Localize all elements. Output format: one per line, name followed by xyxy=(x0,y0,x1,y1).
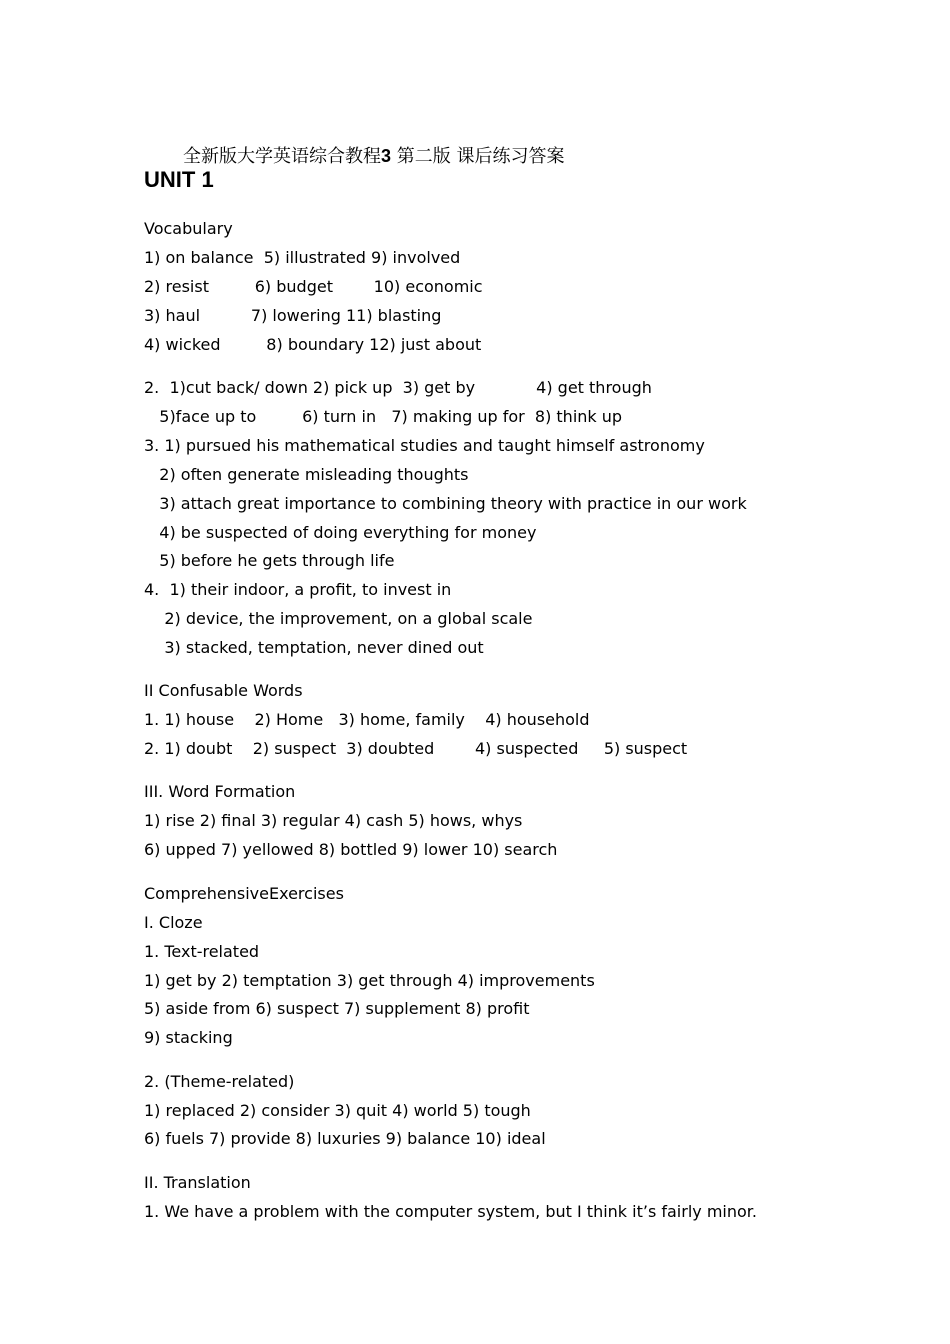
answer-line: 6) fuels 7) provide 8) luxuries 9) balance 10) ideal xyxy=(144,1129,546,1148)
title-suffix: 第二版 课后练习答案 xyxy=(396,146,565,167)
subsection-heading-translation: II. Translation xyxy=(144,1173,251,1192)
answer-line: 5) aside from 6) suspect 7) supplement 8) profit xyxy=(144,999,530,1018)
unit-heading: UNIT 1 xyxy=(144,167,214,192)
subsection-heading-cloze: I. Cloze xyxy=(144,913,203,932)
answer-line: 6) upped 7) yellowed 8) bottled 9) lower 10) search xyxy=(144,840,558,859)
answer-line: 3) haul 7) lowering 11) blasting xyxy=(144,306,442,325)
answer-line: 1) rise 2) final 3) regular 4) cash 5) hows, whys xyxy=(144,811,523,830)
answer-line: 9) stacking xyxy=(144,1028,233,1047)
answer-line: 2. 1)cut back/ down 2) pick up 3) get by 4) get through xyxy=(144,378,652,397)
section-heading-comprehensive-exercises: ComprehensiveExercises xyxy=(144,884,344,903)
answer-line: 3) attach great importance to combining theory with practice in our work xyxy=(144,494,747,513)
answer-line: 4) wicked 8) boundary 12) just about xyxy=(144,335,482,354)
answer-line: 2) device, the improvement, on a global scale xyxy=(144,609,533,628)
answer-line: 2) resist 6) budget 10) economic xyxy=(144,277,483,296)
section-heading-vocabulary: Vocabulary xyxy=(144,219,233,238)
answer-line: 2) often generate misleading thoughts xyxy=(144,465,469,484)
answer-line: 1. 1) house 2) Home 3) home, family 4) household xyxy=(144,710,590,729)
answer-line: 4. 1) their indoor, a profit, to invest in xyxy=(144,580,452,599)
answer-line: 1) replaced 2) consider 3) quit 4) world 5) tough xyxy=(144,1101,531,1120)
section-heading-confusable-words: II Confusable Words xyxy=(144,681,303,700)
answer-line: 1) get by 2) temptation 3) get through 4) improvements xyxy=(144,971,595,990)
answer-line: 5) before he gets through life xyxy=(144,551,395,570)
subsection-heading: 2. (Theme-related) xyxy=(144,1072,295,1091)
answer-line: 1) on balance 5) illustrated 9) involved xyxy=(144,248,461,267)
answer-line: 4) be suspected of doing everything for money xyxy=(144,523,537,542)
document-title xyxy=(183,143,564,170)
subsection-heading: 1. Text-related xyxy=(144,942,260,961)
answer-line: 1. We have a problem with the computer system, but I think it’s fairly minor. xyxy=(144,1202,757,1221)
answer-line: 2. 1) doubt 2) suspect 3) doubted 4) suspected 5) suspect xyxy=(144,739,688,758)
title-prefix: 全新版大学英语综合教程 xyxy=(183,146,381,167)
answer-line: 3) stacked, temptation, never dined out xyxy=(144,638,484,657)
answer-line: 5)face up to 6) turn in 7) making up for 8) think up xyxy=(144,407,623,426)
title-number: 3 xyxy=(381,146,392,166)
answer-line: 3. 1) pursued his mathematical studies and taught himself astronomy xyxy=(144,436,705,455)
section-heading-word-formation: III. Word Formation xyxy=(144,782,296,801)
